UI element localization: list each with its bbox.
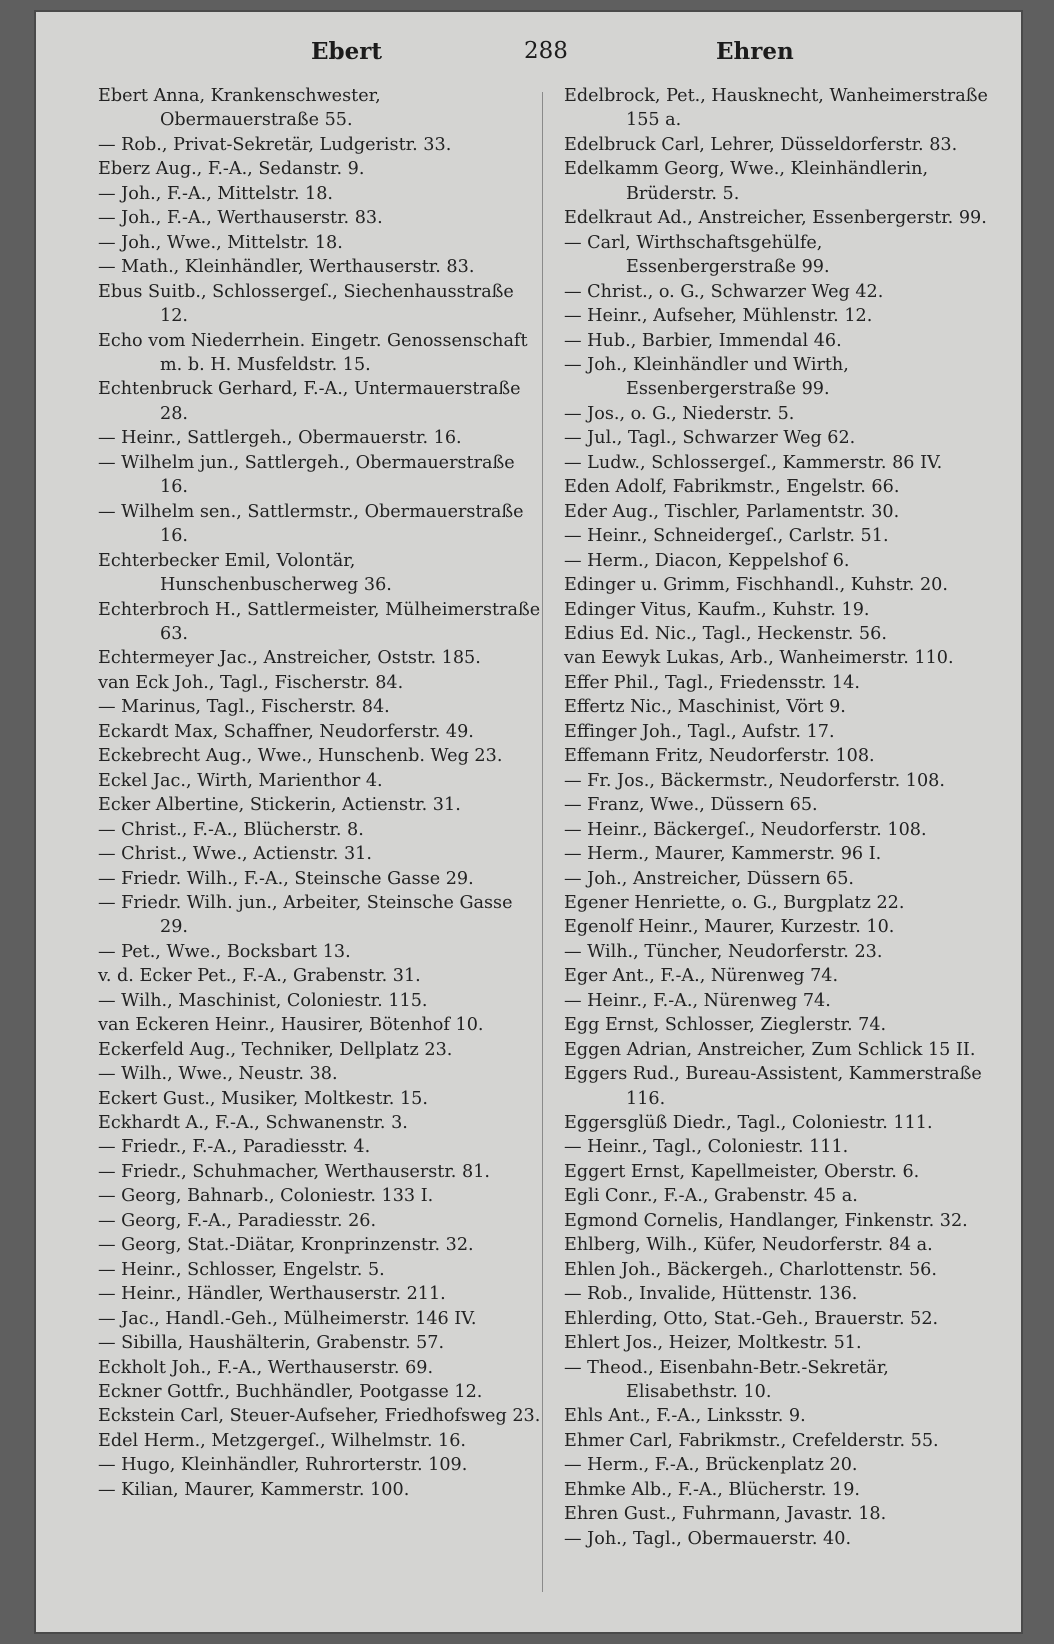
directory-entry: — Heinr., Händler, Werthauserstr. 211. (98, 1284, 446, 1305)
directory-entry: — Herm., F.-A., Brückenplatz 20. (564, 1455, 858, 1476)
directory-entry: Echtermeyer Jac., Anstreicher, Oststr. 185. (98, 648, 481, 669)
directory-entry: — Pet., Wwe., Bocksbart 13. (98, 941, 351, 962)
directory-entry: Egenolf Heinr., Maurer, Kurzestr. 10. (564, 917, 895, 938)
directory-entry: — Christ., o. G., Schwarzer Weg 42. (564, 281, 884, 302)
directory-entry: Eger Ant., F.-A., Nürenweg 74. (564, 966, 839, 987)
directory-entry: — Hugo, Kleinhändler, Ruhrorterstr. 109. (98, 1455, 468, 1476)
directory-entry: van Eewyk Lukas, Arb., Wanheimerstr. 110. (564, 648, 954, 669)
directory-entry: Ehlert Jos., Heizer, Moltkestr. 51. (564, 1333, 862, 1354)
directory-entry: Edinger u. Grimm, Fischhandl., Kuhstr. 20. (564, 575, 948, 596)
directory-entry: Eggersglüß Diedr., Tagl., Coloniestr. 111. (564, 1113, 933, 1134)
directory-entry: Edius Ed. Nic., Tagl., Heckenstr. 56. (564, 623, 887, 644)
directory-entry: Eggen Adrian, Anstreicher, Zum Schlick 15 II. (564, 1039, 976, 1060)
directory-entry: Edelkamm Georg, Wwe., Kleinhändlerin, Brüderstr. 5. (564, 159, 929, 204)
header-left-keyword: Ebert (311, 38, 382, 65)
directory-entry: — Friedr., F.-A., Paradiesstr. 4. (98, 1137, 371, 1158)
directory-entry: Eden Adolf, Fabrikmstr., Engelstr. 66. (564, 477, 900, 498)
directory-entry: — Wilh., Wwe., Neustr. 38. (98, 1064, 338, 1085)
directory-entry: Ebert Anna, Krankenschwester, Obermauerstraße 55. (98, 86, 381, 131)
directory-entry: — Friedr. Wilh., F.-A., Steinsche Gasse 29. (98, 868, 474, 889)
directory-entry: — Heinr., Schlosser, Engelstr. 5. (98, 1259, 385, 1280)
directory-entry: Edelkraut Ad., Anstreicher, Essenbergerstr. 99. (564, 208, 987, 229)
directory-entry: Ehren Gust., Fuhrmann, Javastr. 18. (564, 1504, 887, 1525)
right-column (564, 84, 996, 1551)
directory-entry: — Wilh., Maschinist, Coloniestr. 115. (98, 990, 428, 1011)
directory-entry: Effemann Fritz, Neudorferstr. 108. (564, 746, 875, 767)
directory-page (36, 12, 1021, 1632)
directory-entry: Eckhardt A., F.-A., Schwanenstr. 3. (98, 1113, 408, 1134)
directory-entry: — Wilhelm sen., Sattlermstr., Obermauerstraße 16. (98, 501, 524, 547)
directory-entry: — Kilian, Maurer, Kammerstr. 100. (98, 1479, 410, 1500)
directory-entry: Edel Herm., Metzgergeſ., Wilhelmstr. 16. (98, 1430, 466, 1451)
directory-entry: Eckebrecht Aug., Wwe., Hunschenb. Weg 23. (98, 746, 503, 767)
directory-entry: — Wilh., Tüncher, Neudorferstr. 23. (564, 941, 883, 962)
directory-entry: Ehmke Alb., F.-A., Blücherstr. 19. (564, 1479, 861, 1500)
directory-entry: Ehlerding, Otto, Stat.-Geh., Brauerstr. 52. (564, 1308, 939, 1329)
directory-entry: Ehls Ant., F.-A., Linksstr. 9. (564, 1406, 806, 1427)
directory-entry: — Joh., Kleinhändler und Wirth, Essenbergerstraße 99. (564, 354, 849, 400)
directory-entry: Egli Conr., F.-A., Grabenstr. 45 a. (564, 1186, 858, 1207)
directory-entry: — Ludw., Schlossergeſ., Kammerstr. 86 IV. (564, 452, 943, 473)
directory-entry: — Theod., Eisenbahn-Betr.-Sekretär, Elisabethstr. 10. (564, 1357, 889, 1403)
directory-entry: Eberz Aug., F.-A., Sedanstr. 9. (98, 159, 365, 180)
directory-entry: Edelbrock, Pet., Hausknecht, Wanheimerstraße 155 a. (564, 86, 988, 131)
directory-entry: Edinger Vitus, Kaufm., Kuhstr. 19. (564, 599, 870, 620)
directory-entry: — Friedr., Schuhmacher, Werthauserstr. 81. (98, 1161, 490, 1182)
directory-entry: Edelbruck Carl, Lehrer, Düsseldorferstr. 83. (564, 134, 958, 155)
directory-entry: Ecker Albertine, Stickerin, Actienstr. 31. (98, 795, 461, 816)
directory-entry: Egg Ernst, Schlosser, Zieglerstr. 74. (564, 1015, 887, 1036)
directory-entry: Ehlberg, Wilh., Küfer, Neudorferstr. 84 a. (564, 1235, 933, 1256)
page-number: 288 (524, 38, 568, 64)
directory-entry: — Heinr., Bäckergeſ., Neudorferstr. 108. (564, 819, 927, 840)
directory-entry: — Georg, Stat.-Diätar, Kronprinzenstr. 32. (98, 1235, 474, 1256)
directory-entry: — Fr. Jos., Bäckermstr., Neudorferstr. 108. (564, 770, 945, 791)
directory-entry: — Friedr. Wilh. jun., Arbeiter, Steinsche Gasse 29. (98, 892, 513, 938)
directory-entry: van Eck Joh., Tagl., Fischerstr. 84. (98, 672, 404, 693)
directory-entry: Effertz Nic., Maschinist, Vört 9. (564, 697, 846, 718)
directory-entry: Ebus Suitb., Schlossergeſ., Siechenhausstraße 12. (98, 281, 514, 327)
directory-entry: — Herm., Diacon, Keppelshof 6. (564, 550, 850, 571)
header-right-keyword: Ehren (716, 38, 794, 65)
directory-entry: — Math., Kleinhändler, Werthauserstr. 83. (98, 257, 475, 278)
directory-entry: — Franz, Wwe., Düssern 65. (564, 795, 818, 816)
directory-entry: Egmond Cornelis, Handlanger, Finkenstr. 32. (564, 1210, 968, 1231)
directory-entry: — Marinus, Tagl., Fischerstr. 84. (98, 697, 390, 718)
directory-entry: Echterbecker Emil, Volontär, Hunschenbuscherweg 36. (98, 550, 392, 596)
directory-entry: Echo vom Niederrhein. Eingetr. Genossenschaft m. b. H. Musfeldstr. 15. (98, 330, 528, 375)
directory-entry: — Christ., Wwe., Actienstr. 31. (98, 844, 372, 865)
directory-entry: — Christ., F.-A., Blücherstr. 8. (98, 819, 364, 840)
directory-entry: — Joh., F.-A., Mittelstr. 18. (98, 183, 333, 204)
directory-entry: — Heinr., F.-A., Nürenweg 74. (564, 990, 831, 1011)
directory-entry: — Heinr., Sattlergeh., Obermauerstr. 16. (98, 428, 462, 449)
directory-entry: Eckardt Max, Schaffner, Neudorferstr. 49. (98, 721, 474, 742)
column-divider (542, 92, 543, 1592)
directory-entry: Eckstein Carl, Steuer-Aufseher, Friedhofsweg 23. (98, 1406, 541, 1427)
directory-entry: — Jac., Handl.-Geh., Mülheimerstr. 146 IV. (98, 1308, 477, 1329)
directory-entry: — Joh., Anstreicher, Düssern 65. (564, 868, 855, 889)
directory-entry: — Carl, Wirthschaftsgehülfe, Essenbergerstraße 99. (564, 232, 830, 278)
directory-entry: — Herm., Maurer, Kammerstr. 96 I. (564, 844, 882, 865)
directory-entry: — Jul., Tagl., Schwarzer Weg 62. (564, 428, 856, 449)
page-header (36, 38, 1021, 78)
directory-entry: — Heinr., Schneidergeſ., Carlstr. 51. (564, 526, 889, 547)
directory-entry: — Rob., Invalide, Hüttenstr. 136. (564, 1284, 858, 1305)
directory-entry: — Georg, F.-A., Paradiesstr. 26. (98, 1210, 377, 1231)
directory-entry: v. d. Ecker Pet., F.-A., Grabenstr. 31. (98, 966, 421, 987)
directory-entry: — Heinr., Aufseher, Mühlenstr. 12. (564, 306, 873, 327)
directory-entry: — Sibilla, Haushälterin, Grabenstr. 57. (98, 1333, 445, 1354)
directory-entry: Egener Henriette, o. G., Burgplatz 22. (564, 892, 905, 913)
directory-entry: — Joh., F.-A., Werthauserstr. 83. (98, 208, 383, 229)
directory-entry: Eckner Gottfr., Buchhändler, Pootgasse 12. (98, 1382, 483, 1403)
directory-entry: Echtenbruck Gerhard, F.-A., Untermauerstraße 28. (98, 379, 521, 424)
directory-entry: — Joh., Wwe., Mittelstr. 18. (98, 232, 343, 253)
directory-entry: Eckholt Joh., F.-A., Werthauserstr. 69. (98, 1357, 434, 1378)
directory-entry: Eckerfeld Aug., Techniker, Dellplatz 23. (98, 1039, 453, 1060)
directory-entry: Eckert Gust., Musiker, Moltkestr. 15. (98, 1088, 428, 1109)
directory-entry: Eder Aug., Tischler, Parlamentstr. 30. (564, 501, 900, 522)
directory-entry: — Hub., Barbier, Immendal 46. (564, 330, 842, 351)
directory-entry: Echterbroch H., Sattlermeister, Mülheimerstraße 63. (98, 599, 541, 644)
left-column (98, 84, 542, 1502)
directory-entry: Effinger Joh., Tagl., Aufstr. 17. (564, 721, 835, 742)
directory-entry: — Wilhelm jun., Sattlergeh., Obermauerstraße 16. (98, 452, 515, 498)
directory-entry: — Joh., Tagl., Obermauerstr. 40. (564, 1528, 852, 1549)
directory-entry: — Rob., Privat-Sekretär, Ludgeristr. 33. (98, 134, 452, 155)
directory-entry: Ehmer Carl, Fabrikmstr., Crefelderstr. 55. (564, 1430, 939, 1451)
directory-entry: Ehlen Joh., Bäckergeh., Charlottenstr. 56. (564, 1259, 937, 1280)
directory-entry: van Eckeren Heinr., Hausirer, Bötenhof 10. (98, 1015, 484, 1036)
directory-entry: Eckel Jac., Wirth, Marienthor 4. (98, 770, 383, 791)
directory-entry: — Georg, Bahnarb., Coloniestr. 133 I. (98, 1186, 434, 1207)
directory-entry: Eggert Ernst, Kapellmeister, Oberstr. 6. (564, 1161, 920, 1182)
directory-entry: — Jos., o. G., Niederstr. 5. (564, 403, 795, 424)
directory-entry: Effer Phil., Tagl., Friedensstr. 14. (564, 672, 860, 693)
directory-entry: Eggers Rud., Bureau-Assistent, Kammerstraße 116. (564, 1064, 982, 1109)
directory-entry: — Heinr., Tagl., Coloniestr. 111. (564, 1137, 849, 1158)
